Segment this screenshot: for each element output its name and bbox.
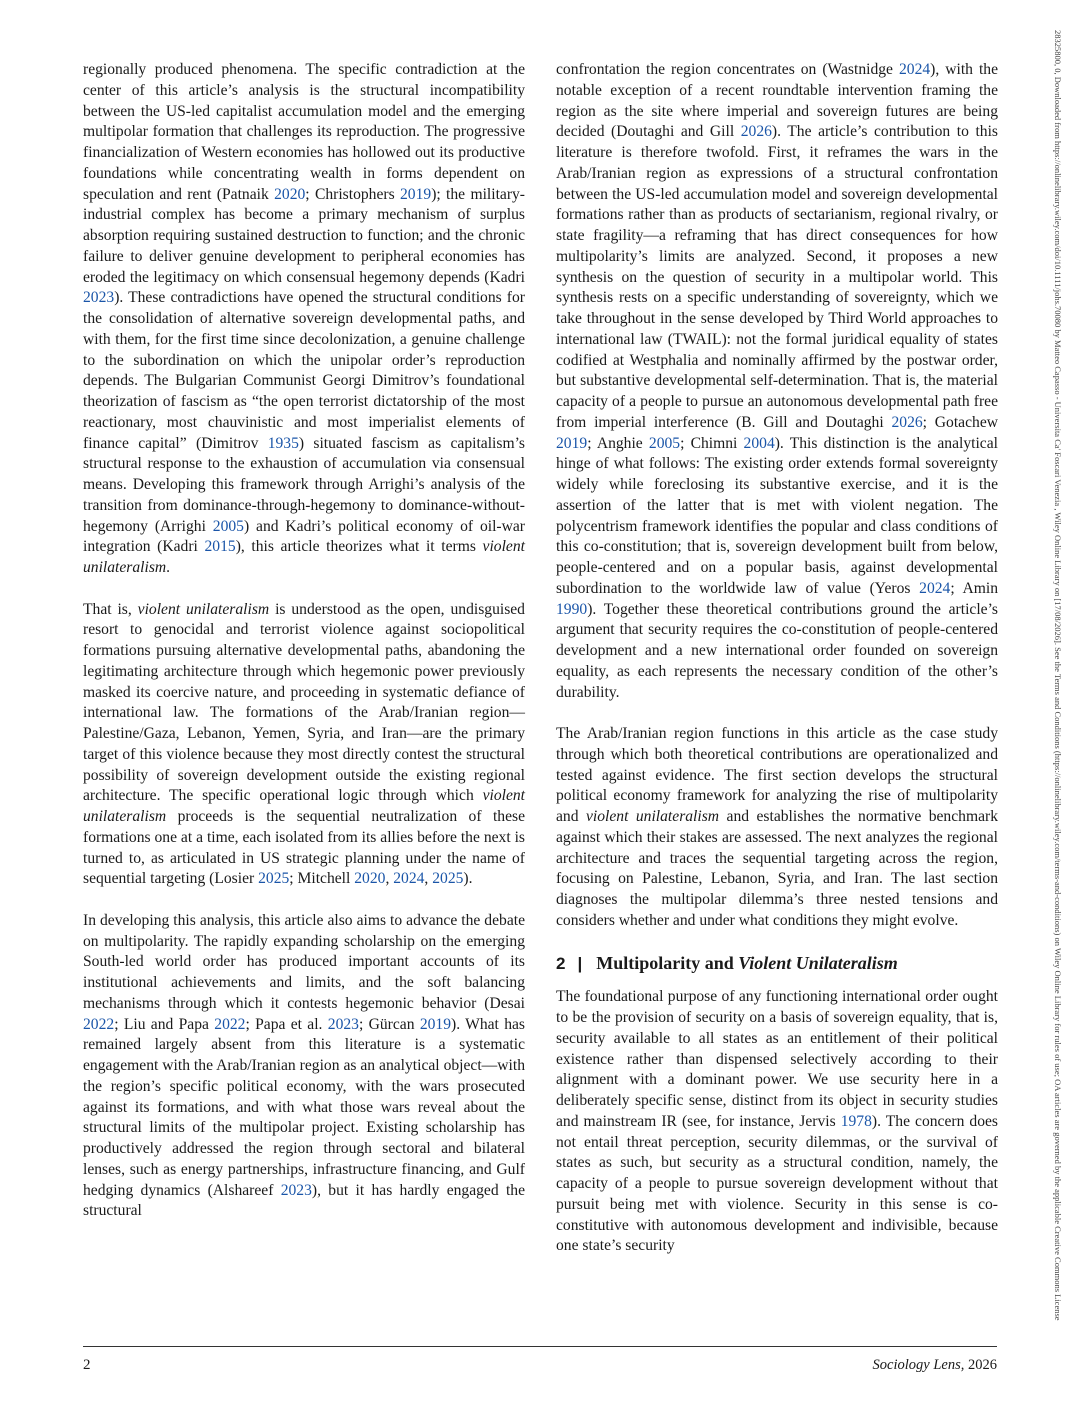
citation-link[interactable]: 2022 bbox=[83, 1015, 115, 1033]
citation-link[interactable]: 2024 bbox=[919, 579, 951, 597]
citation-link[interactable]: 2020 bbox=[274, 185, 306, 203]
journal-year: 2026 bbox=[964, 1357, 997, 1373]
citation-link[interactable]: 2024 bbox=[898, 61, 931, 78]
italic-term: violent unilateralism bbox=[585, 808, 720, 825]
citation-link[interactable]: 2022 bbox=[214, 1015, 246, 1033]
text-run: ), this article theorizes what it terms bbox=[235, 538, 483, 556]
text-run: , bbox=[424, 870, 433, 888]
text-run: ). This distinction is the analytical hinge of what follows: The existing order extends formal sovereignty widely while foreclosing its substantive exercise, and it is the assertion of the latter that is met with violent negation. The polycentrism framework identifies the popular and class conditions of this co-constitution; that is, sovereign development built from below, people-centered and on a popular basis, against developmental subordination to the worldwide law of value (Yeros bbox=[556, 434, 998, 597]
citation-link[interactable]: 2025 bbox=[432, 870, 464, 888]
text-run: The Arab/Iranian region functions in this article as the case study through which both theoretical contributions are operationalized and tested against evidence. The first section develops the structural political economy framework for analyzing the rise of multipolarity and bbox=[556, 725, 998, 825]
text-run: ; Gotachew bbox=[922, 413, 998, 431]
citation-link[interactable]: 2004 bbox=[743, 434, 775, 452]
citation-link[interactable]: 2020 bbox=[354, 870, 386, 888]
text-run: The foundational purpose of any functioning international order ought to be the provision of security on a basis of sovereign equality, that is, security available to all states as an entitlement of their political existence rather than dispensed selectively according to their alignment with a dominant power. We use security here in a deliberately specific sense, distinct from its object in security studies and mainstream IR (see, for instance, Jervis bbox=[556, 988, 998, 1130]
section-title: Multipolarity and bbox=[596, 953, 739, 974]
text-run: ). Together these theoretical contributions ground the article’s argument that security requires the co-constitution of people-centered development and a new international order founded on sovereign equality, as each represents the necessary condition of the other’s durability. bbox=[556, 600, 998, 701]
text-run: ). The article’s contribution to this literature is therefore twofold. First, it reframes the wars in the Arab/Iranian region as expressions of a structural confrontation between the US-led accumulation model and sovereign developmental formations rather than as products of sectarianism, regional rivalry, or state fragility—a reframing that has direct consequences for how multipolarity’s limits are analyzed. Second, it proposes a new synthesis on the question of security in a multipolar world. This synthesis rests on a specific understanding of sovereignty, which we take throughout in the sense developed by Third World approaches to international law (TWAIL): not the formal juridical equality of states codified at Westphalia and nominally affirmed by the postwar order, but substantive developmental self-determination. That is, the material capacity of a people to pursue an autonomous developmental path free from imperial interference (B. Gill and Doutaghi bbox=[556, 123, 998, 431]
italic-term: violent unilateralism bbox=[83, 538, 525, 576]
text-run: ). These contradictions have opened the structural conditions for the consolidation of alternative sovereign developmental paths, and with them, for the first time since decolonization, a genuine challenge to the subordination on which the unipolar order’s reproduction depends. The Bulgarian Communist Georgi Dimitrov’s foundational theorization of fascism as “the open terrorist dictatorship of the most reactionary, most chauvinistic and most imperialist elements of finance capital” (Dimitrov bbox=[83, 289, 525, 452]
text-run: ; Christophers bbox=[305, 185, 400, 203]
paragraph bbox=[83, 600, 525, 891]
paragraph bbox=[83, 911, 525, 1222]
citation-link[interactable]: 2026 bbox=[740, 123, 772, 141]
citation-link[interactable]: 2025 bbox=[258, 870, 290, 888]
text-run: ; Papa et al. bbox=[245, 1015, 328, 1033]
section-heading bbox=[556, 952, 998, 975]
italic-term: violent unilateralism bbox=[137, 600, 270, 618]
text-run: , bbox=[385, 870, 394, 888]
text-run: ; Chimni bbox=[680, 434, 744, 452]
citation-link[interactable]: 2024 bbox=[393, 870, 425, 888]
citation-link[interactable]: 2005 bbox=[648, 434, 681, 452]
text-run: regionally produced phenomena. The specific contradiction at the center of this article’s analysis is the structural incompatibility between the US-led capitalist accumulation model and the emerging multipolar formation that challenges its reproduction. The progressive financialization of Western economies has hollowed out its productive foundations while concentrating wealth in forms dependent on speculation and rent (Patnaik bbox=[83, 61, 525, 203]
citation-link[interactable]: 2005 bbox=[212, 517, 244, 535]
section-number: 2 bbox=[556, 954, 566, 974]
text-run: ; Liu and Papa bbox=[114, 1015, 215, 1033]
text-run: ; Anghie bbox=[587, 434, 649, 452]
citation-link[interactable]: 2019 bbox=[556, 434, 588, 452]
right-column bbox=[556, 60, 998, 1257]
page-number: 2 bbox=[83, 1357, 91, 1373]
text-run: ), but it has hardly engaged the structural bbox=[83, 1181, 525, 1220]
journal-citation bbox=[873, 1357, 997, 1374]
section-separator: | bbox=[577, 954, 583, 974]
italic-term: violent unilateralism bbox=[83, 787, 525, 825]
text-run: That is, bbox=[83, 600, 138, 618]
text-run: ). The concern does not entail threat perception, security dilemmas, or the survival of states as such, but security as a structural condition, namely, the capacity of a people to pursue sovereign development without that pursuit being met with violence. Security in this sense is co-constitutive with autonomous development and indivisible, because one state’s security bbox=[556, 1112, 998, 1255]
text-run: ; Amin bbox=[950, 579, 999, 597]
citation-link[interactable]: 2026 bbox=[891, 413, 923, 431]
journal-name: Sociology Lens, bbox=[872, 1357, 965, 1373]
text-run: ), with the notable exception of a recent roundtable intervention framing the region as the site where imperial and sovereign futures are being decided (Doutaghi and Gill bbox=[556, 61, 998, 141]
download-notice: 28325800, 0, Downloaded from https://onlinelibrary.wiley.com/doi/10.1111/johs.70080 by Matteo Capasso - Universita Ca' Foscari Venezia , Wiley Online Library on [17/08/2026]. See the Terms and Conditions (https://onlinelibrary.wiley.com/terms-and-conditions) on Wiley Online Library for rules of use; OA articles are governed by the applicable Creative Commons License bbox=[1053, 30, 1063, 1321]
text-run: ). What has remained largely absent from this literature is a systematic engagement with the Arab/Iranian region as an analytical object—with the region’s specific political economy, with the wars prosecuted against its formations, and with what those wars reveal about the structural limits of the multipolar project. Existing scholarship has productively addressed the region through sectoral and bilateral lenses, such as energy partnerships, infrastructure financing, and Gulf hedging dynamics (Alshareef bbox=[83, 1015, 525, 1199]
left-column bbox=[83, 60, 525, 1222]
text-run: and establishes the normative benchmark against which their stakes are assessed. The next analyzes the regional architecture and traces the sequential targeting across the region, focusing on Palestine, Lebanon, Syria, and Iran. The last section diagnoses the multipolar dilemma’s three nested tensions and considers whether and under what conditions they might evolve. bbox=[556, 808, 998, 929]
text-run: is understood as the open, undisguised resort to genocidal and terrorist violence against sociopolitical formations pursuing alternative developmental paths, abandoning the legitimating architecture through which hegemonic power previously masked its coercive nature, and proceeding in systematic defiance of international law. The formations of the Arab/Iranian region—Palestine/Gaza, Lebanon, Yemen, Syria, and Iran—are the primary target of this violence because they most directly contest the structural possibility of sovereign development outside the existing regional architecture. The specific operational logic through which bbox=[83, 600, 525, 805]
text-run: ); the military-industrial complex has become a primary mechanism of surplus absorption requiring sustained destruction to function; and the chronic failure to deliver genuine development to peripheral economies has eroded the legitimacy on which consensual hegemony depends (Kadri bbox=[83, 185, 526, 286]
citation-link[interactable]: 2015 bbox=[204, 538, 236, 556]
footer-divider bbox=[83, 1346, 997, 1347]
citation-link[interactable]: 2023 bbox=[83, 289, 115, 307]
text-run: ) and Kadri’s political economy of oil-war integration (Kadri bbox=[83, 517, 526, 556]
text-run: confrontation the region concentrates on (Wastnidge bbox=[556, 61, 899, 78]
citation-link[interactable]: 2019 bbox=[419, 1015, 451, 1033]
paragraph bbox=[83, 60, 525, 579]
paragraph bbox=[556, 60, 998, 703]
paragraph bbox=[556, 724, 998, 932]
citation-link[interactable]: 1935 bbox=[267, 434, 299, 452]
citation-link[interactable]: 2023 bbox=[327, 1015, 359, 1033]
citation-link[interactable]: 1978 bbox=[840, 1112, 872, 1130]
section-title-italic: Violent Unilateralism bbox=[738, 953, 898, 974]
text-run: In developing this analysis, this article also aims to advance the debate on multipolarity. The rapidly expanding scholarship on the emerging South-led world order has produced important accounts of its institutional achievements and limits, and the soft balancing mechanisms through which it contests hegemonic behavior (Desai bbox=[83, 911, 525, 1012]
citation-link[interactable]: 1990 bbox=[556, 600, 588, 618]
citation-link[interactable]: 2023 bbox=[280, 1181, 312, 1199]
paragraph bbox=[556, 987, 998, 1257]
text-run: . bbox=[166, 559, 171, 576]
text-run: ). bbox=[463, 870, 473, 888]
text-run: ; Mitchell bbox=[289, 870, 355, 888]
text-run: ; Gürcan bbox=[358, 1015, 420, 1033]
text-run: ) situated fascism as capitalism’s structural response to the exhaustion of accumulation via consensual means. Developing this framework through Arrighi’s analysis of the transition from dominance-through-hegemony to dominance-without-hegemony (Arrighi bbox=[83, 434, 525, 535]
text-run: proceeds is the sequential neutralization of these formations one at a time, each isolated from its allies before the next is turned to, as articulated in US strategic planning under the name of sequential targeting (Losier bbox=[83, 808, 525, 888]
citation-link[interactable]: 2019 bbox=[400, 185, 432, 203]
